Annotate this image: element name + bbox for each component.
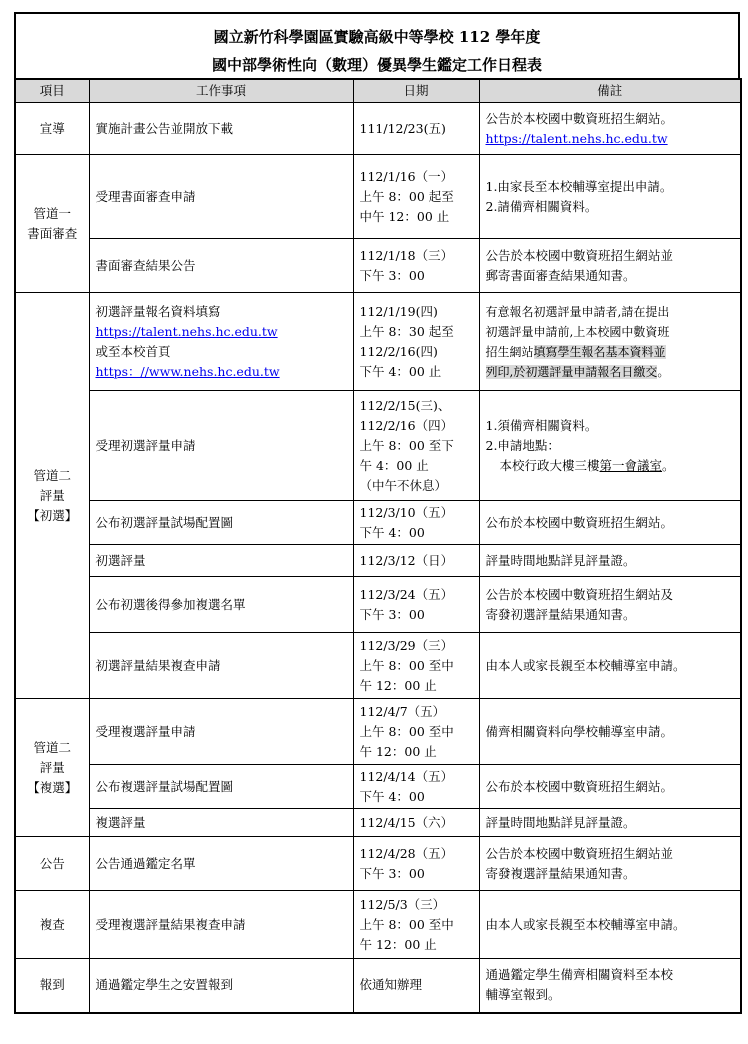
note-cell: [479, 391, 741, 501]
note-line: 寄發複選評量結果通知書。: [485, 865, 636, 881]
date-cell: [353, 633, 479, 699]
date-line: 下午 4：00 止: [359, 363, 442, 379]
category-line: 管道一: [33, 205, 71, 221]
task-cell: 公布初選評量試場配置圖: [89, 501, 353, 545]
note-line: 公告於本校國中數資班招生網站並: [485, 845, 674, 861]
category-line: 【初選】: [27, 507, 78, 523]
date-line: 上午 8：00 起至: [359, 188, 454, 204]
task-cell: 公告通過鑑定名單: [89, 837, 353, 891]
header-task: 工作事項: [89, 79, 353, 103]
note-line: 公告於本校國中數資班招生網站及: [485, 586, 674, 602]
date-line: 上午 8：00 至中: [359, 916, 454, 932]
date-line: 中午 12：00 止: [359, 208, 450, 224]
schedule-document: [14, 12, 740, 1014]
date-line: 112/5/3（三）: [359, 896, 446, 912]
task-cell: 受理複選評量申請: [89, 699, 353, 765]
date-cell: [353, 239, 479, 293]
date-cell: [353, 837, 479, 891]
date-line: 112/4/28（五）: [359, 845, 454, 861]
date-line: 午 4：00 止: [359, 457, 429, 473]
table-row: [15, 633, 741, 699]
schedule-table: [14, 78, 742, 1014]
note-line: [486, 362, 735, 382]
date-line: 112/2/16（四）: [359, 417, 454, 433]
header-note: 備註: [479, 79, 741, 103]
note-fragment: 本校行政大樓三樓: [499, 457, 600, 473]
note-cell: 由本人或家長親至本校輔導室申請。: [479, 633, 741, 699]
date-cell: [353, 293, 479, 391]
date-line: 上午 8：00 至中: [359, 723, 454, 739]
date-cell: [353, 391, 479, 501]
note-line: 公告於本校國中數資班招生網站。: [485, 110, 674, 126]
note-line: [486, 342, 735, 362]
category-cell: 複查: [15, 891, 89, 959]
task-cell: 公布複選評量試場配置圖: [89, 765, 353, 809]
date-line: 112/3/10（五）: [359, 504, 454, 520]
date-line: 112/1/19(四): [359, 303, 438, 319]
note-line: 1.由家長至本校輔導室提出申請。: [485, 178, 673, 194]
date-line: 下午 4：00: [359, 524, 425, 540]
date-line: 112/2/15(三)、: [359, 397, 451, 413]
task-line: 初選評量報名資料填寫: [95, 303, 221, 319]
task-cell: 初選評量: [89, 545, 353, 577]
task-cell: 實施計畫公告並開放下載: [89, 103, 353, 155]
category-line: 管道二: [33, 467, 71, 483]
title-line1: 國立新竹科學園區實驗高級中等學校 112 學年度: [213, 28, 541, 46]
date-cell: [353, 577, 479, 633]
note-fragment: 。: [662, 457, 675, 473]
table-row: [15, 293, 741, 391]
date-cell: 112/3/12（日）: [353, 545, 479, 577]
date-cell: [353, 891, 479, 959]
category-cell: [15, 155, 89, 293]
category-cell: 報到: [15, 959, 89, 1013]
note-line: 郵寄書面審查結果通知書。: [485, 267, 636, 283]
title-line2: 國中部學術性向（數理）優異學生鑑定工作日程表: [211, 56, 542, 74]
date-line: 上午 8：00 至下: [359, 437, 454, 453]
note-cell: [479, 837, 741, 891]
underlined-text: 第一會議室: [599, 457, 663, 473]
category-cell: 公告: [15, 837, 89, 891]
note-line: 有意報名初選評量申請者,請在提出: [485, 304, 670, 319]
talent-link[interactable]: https://talent.nehs.hc.edu.tw: [95, 323, 278, 339]
category-line: 管道二: [33, 739, 71, 755]
title-box: [14, 12, 740, 78]
date-cell: 111/12/23(五): [353, 103, 479, 155]
date-line: 112/1/18（三）: [359, 247, 454, 263]
note-line: 初選評量申請前,上本校國中數資班: [485, 324, 670, 339]
header-item: 項目: [15, 79, 89, 103]
date-line: 112/4/7（五）: [359, 703, 446, 719]
category-line: 評量: [39, 759, 65, 775]
category-line: 書面審查: [27, 225, 78, 241]
table-row: [15, 239, 741, 293]
note-cell: [479, 239, 741, 293]
note-fragment: 招生網站: [485, 344, 534, 359]
note-line: [486, 456, 735, 476]
date-cell: 依通知辦理: [353, 959, 479, 1013]
task-line: 或至本校首頁: [95, 343, 171, 359]
date-line: 112/3/29（三）: [359, 637, 454, 653]
note-cell: [479, 103, 741, 155]
table-row: [15, 103, 741, 155]
note-line: 輔導室報到。: [485, 987, 561, 1003]
table-row: [15, 155, 741, 239]
task-cell: 初選評量結果複查申請: [89, 633, 353, 699]
note-cell: 公布於本校國中數資班招生網站。: [479, 501, 741, 545]
date-line: 112/3/24（五）: [359, 586, 454, 602]
note-cell: [479, 155, 741, 239]
category-cell: [15, 699, 89, 837]
date-line: 下午 3：00: [359, 865, 425, 881]
note-cell: 由本人或家長親至本校輔導室申請。: [479, 891, 741, 959]
task-cell: 受理書面審查申請: [89, 155, 353, 239]
date-line: 下午 3：00: [359, 606, 425, 622]
date-cell: [353, 501, 479, 545]
task-cell: 複選評量: [89, 809, 353, 837]
note-cell: [479, 959, 741, 1013]
table-row: [15, 577, 741, 633]
task-cell: 受理初選評量申請: [89, 391, 353, 501]
date-line: 上午 8：30 起至: [359, 323, 454, 339]
note-line: 2.申請地點：: [485, 437, 560, 453]
date-line: 午 12：00 止: [359, 677, 437, 693]
date-line: 下午 3：00: [359, 267, 425, 283]
table-row: [15, 765, 741, 809]
note-line: 1.須備齊相關資料。: [485, 417, 598, 433]
table-row: [15, 837, 741, 891]
category-cell: 宣導: [15, 103, 89, 155]
category-line: 【複選】: [27, 779, 78, 795]
date-line: 112/4/14（五）: [359, 768, 454, 784]
date-line: 午 12：00 止: [359, 743, 437, 759]
note-line: 寄發初選評量結果通知書。: [485, 606, 636, 622]
date-line: （中午不休息）: [359, 477, 448, 493]
task-cell: 通過鑑定學生之安置報到: [89, 959, 353, 1013]
date-cell: [353, 765, 479, 809]
date-line: 午 12：00 止: [359, 936, 437, 952]
table-row: [15, 501, 741, 545]
highlighted-text: 填寫學生報名基本資料並: [533, 344, 666, 359]
note-cell: [479, 577, 741, 633]
table-row: [15, 391, 741, 501]
table-row: [15, 809, 741, 837]
note-line: 公告於本校國中數資班招生網站並: [485, 247, 674, 263]
homepage-link[interactable]: https：//www.nehs.hc.edu.tw: [95, 363, 280, 379]
note-fragment: 。: [657, 364, 670, 379]
note-cell: [479, 293, 741, 391]
date-line: 112/2/16(四): [359, 343, 438, 359]
note-cell: 公布於本校國中數資班招生網站。: [479, 765, 741, 809]
task-cell: 書面審查結果公告: [89, 239, 353, 293]
date-line: 下午 4：00: [359, 788, 425, 804]
table-row: [15, 699, 741, 765]
date-cell: [353, 699, 479, 765]
note-cell: 評量時間地點詳見評量證。: [479, 545, 741, 577]
header-row: [15, 79, 741, 103]
highlighted-text: 列印,於初選評量申請報名日繳交: [485, 364, 658, 379]
header-date: 日期: [353, 79, 479, 103]
note-cell: 評量時間地點詳見評量證。: [479, 809, 741, 837]
task-cell: 公布初選後得參加複選名單: [89, 577, 353, 633]
date-line: 112/1/16（一）: [359, 168, 454, 184]
date-cell: 112/4/15（六）: [353, 809, 479, 837]
date-cell: [353, 155, 479, 239]
task-cell: 受理複選評量結果複查申請: [89, 891, 353, 959]
date-line: 上午 8：00 至中: [359, 657, 454, 673]
task-cell: [89, 293, 353, 391]
category-line: 評量: [39, 487, 65, 503]
table-row: [15, 959, 741, 1013]
table-row: [15, 891, 741, 959]
table-row: [15, 545, 741, 577]
talent-link[interactable]: https://talent.nehs.hc.edu.tw: [485, 130, 668, 146]
note-line: 通過鑑定學生備齊相關資料至本校: [485, 967, 674, 983]
category-cell: [15, 293, 89, 699]
note-cell: 備齊相關資料向學校輔導室申請。: [479, 699, 741, 765]
note-line: 2.請備齊相關資料。: [485, 198, 598, 214]
